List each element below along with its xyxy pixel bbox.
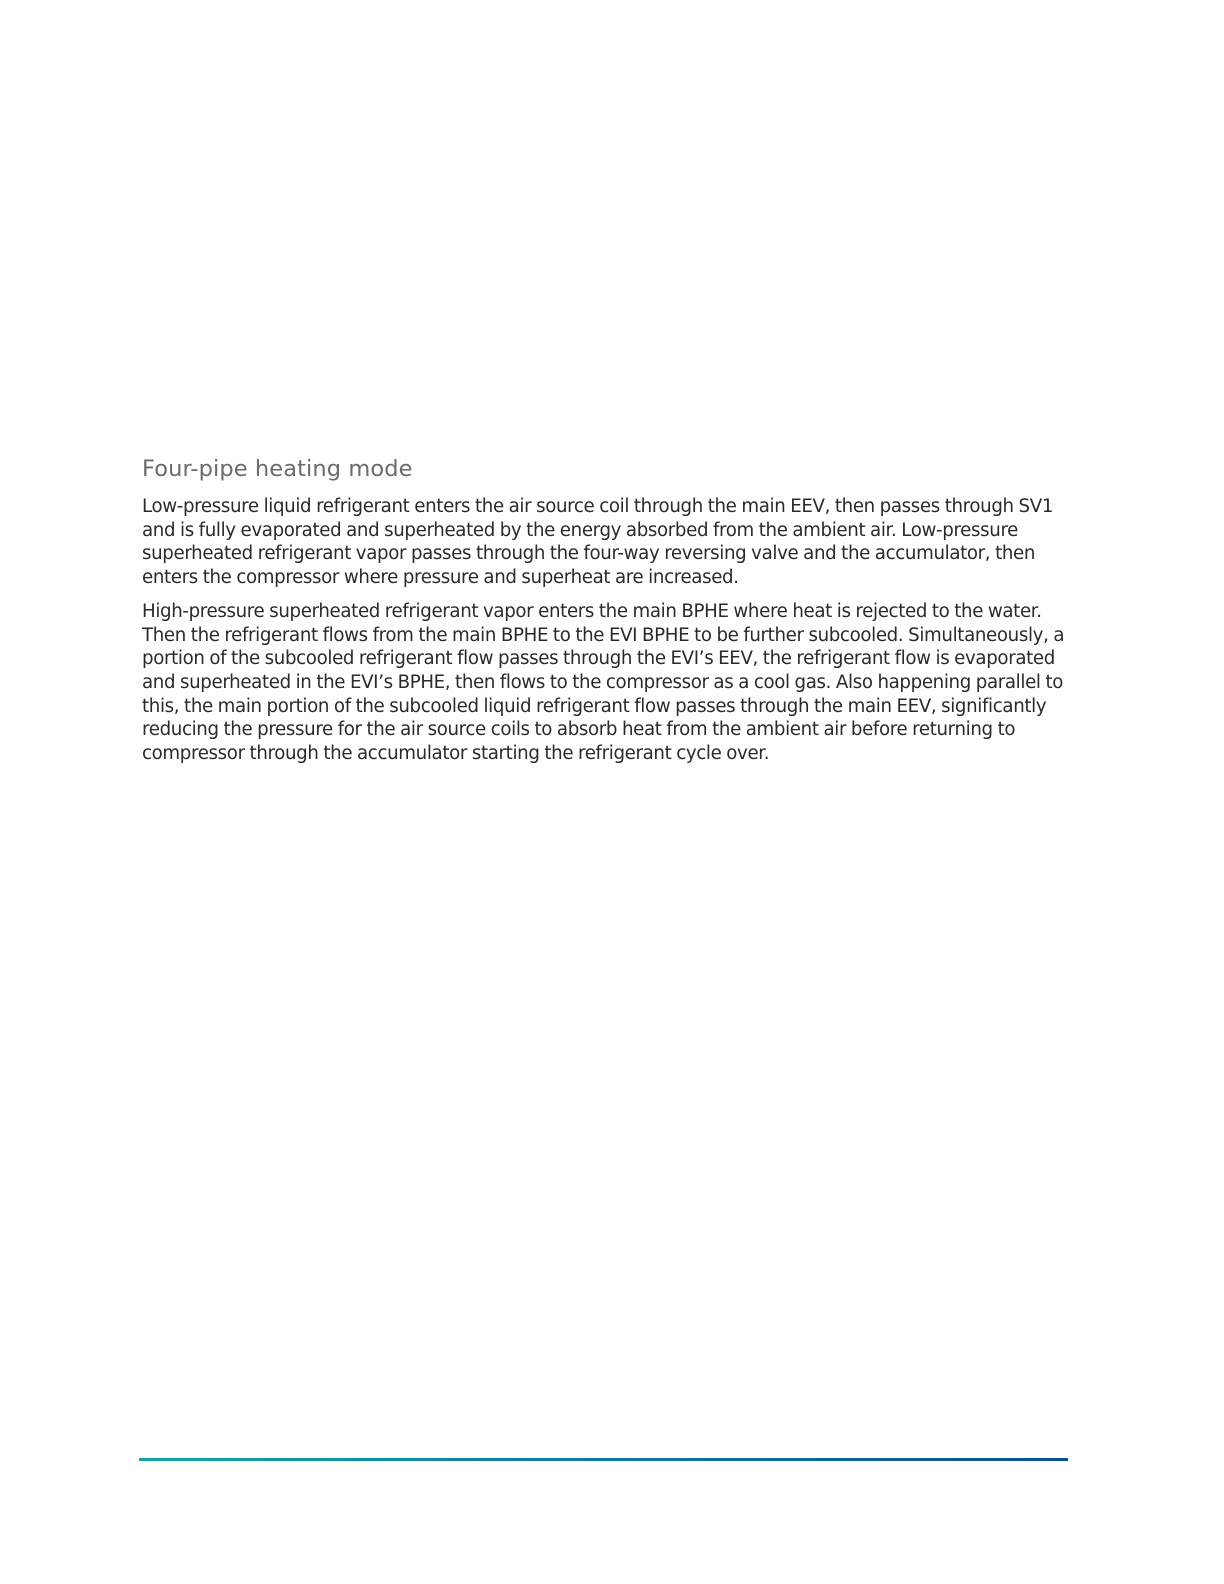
body-paragraph-1: Low-pressure liquid refrigerant enters the air source coil through the main EEV, then passes through SV1 and is fully evaporated and superheated by the energy absorbed from the ambient air. Low-pressure superheated refrigerant vapor passes through the four-way reversing valve and the accumulator, then enters the compressor where pressure and superheat are increased. xyxy=(142,496,1054,589)
section-heading: Four-pipe heating mode xyxy=(142,456,413,482)
body-paragraph-2: High-pressure superheated refrigerant vapor enters the main BPHE where heat is rejected to the water. Then the refrigerant flows from the main BPHE to the EVI BPHE to be further subcooled. Simultaneously, a portion of the subcooled refrigerant flow passes through the EVI’s EEV, the refrigerant flow is evaporated and superheated in the EVI’s BPHE, then flows to the compressor as a cool gas. Also happening parallel to this, the main portion of the subcooled liquid refrigerant flow passes through the main EEV, significantly reducing the pressure for the air source coils to absorb heat from the ambient air before returning to compressor through the accumulator starting the refrigerant cycle over. xyxy=(142,600,1065,765)
document-section xyxy=(142,454,1082,776)
footer-divider xyxy=(139,1458,1068,1461)
